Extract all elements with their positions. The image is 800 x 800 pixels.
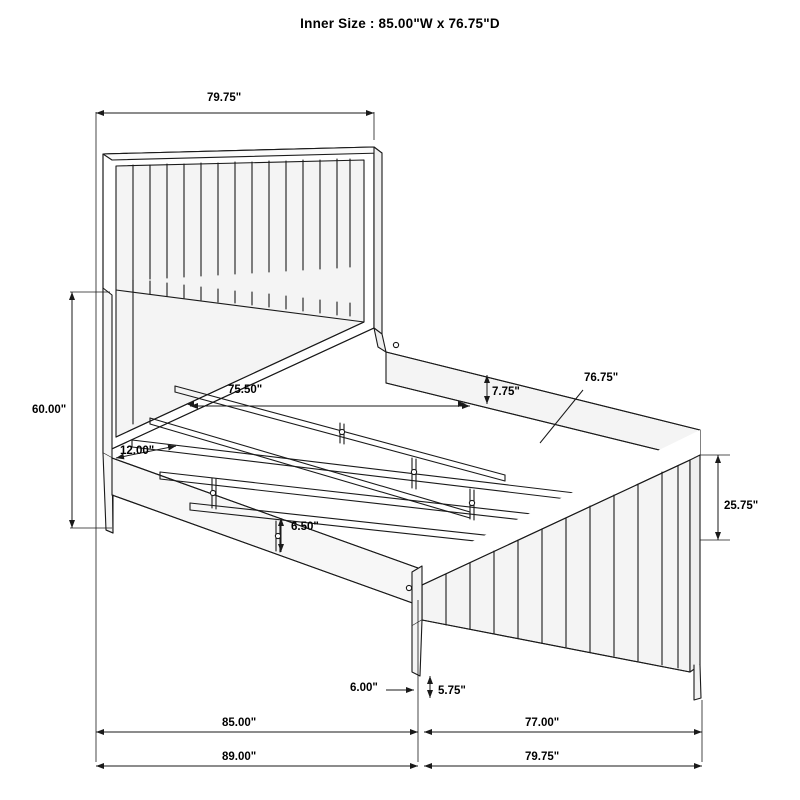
dim-slat-span: 75.50" <box>228 384 263 396</box>
dim-headboard-height: 60.00" <box>32 404 67 416</box>
dim-outer-length-left: 89.00" <box>222 751 257 763</box>
dim-leg-height: 6.00" <box>350 682 378 694</box>
dim-deck-clearance: 7.75" <box>492 386 520 398</box>
dim-bed-depth: 76.75" <box>584 372 619 384</box>
dim-rail-drop: 12.00" <box>120 445 155 457</box>
dim-slat-height: 6.50" <box>291 521 319 533</box>
dim-floor-clearance: 5.75" <box>438 685 466 697</box>
dim-headboard-width: 79.75" <box>207 92 242 104</box>
dim-outer-width-right: 79.75" <box>525 751 560 763</box>
page-title: Inner Size : 85.00"W x 76.75"D <box>300 16 500 31</box>
footboard <box>412 430 701 700</box>
dim-footboard-height: 25.75" <box>724 500 759 512</box>
dim-overall-width-right: 77.00" <box>525 717 560 729</box>
dim-overall-length-left: 85.00" <box>222 717 257 729</box>
